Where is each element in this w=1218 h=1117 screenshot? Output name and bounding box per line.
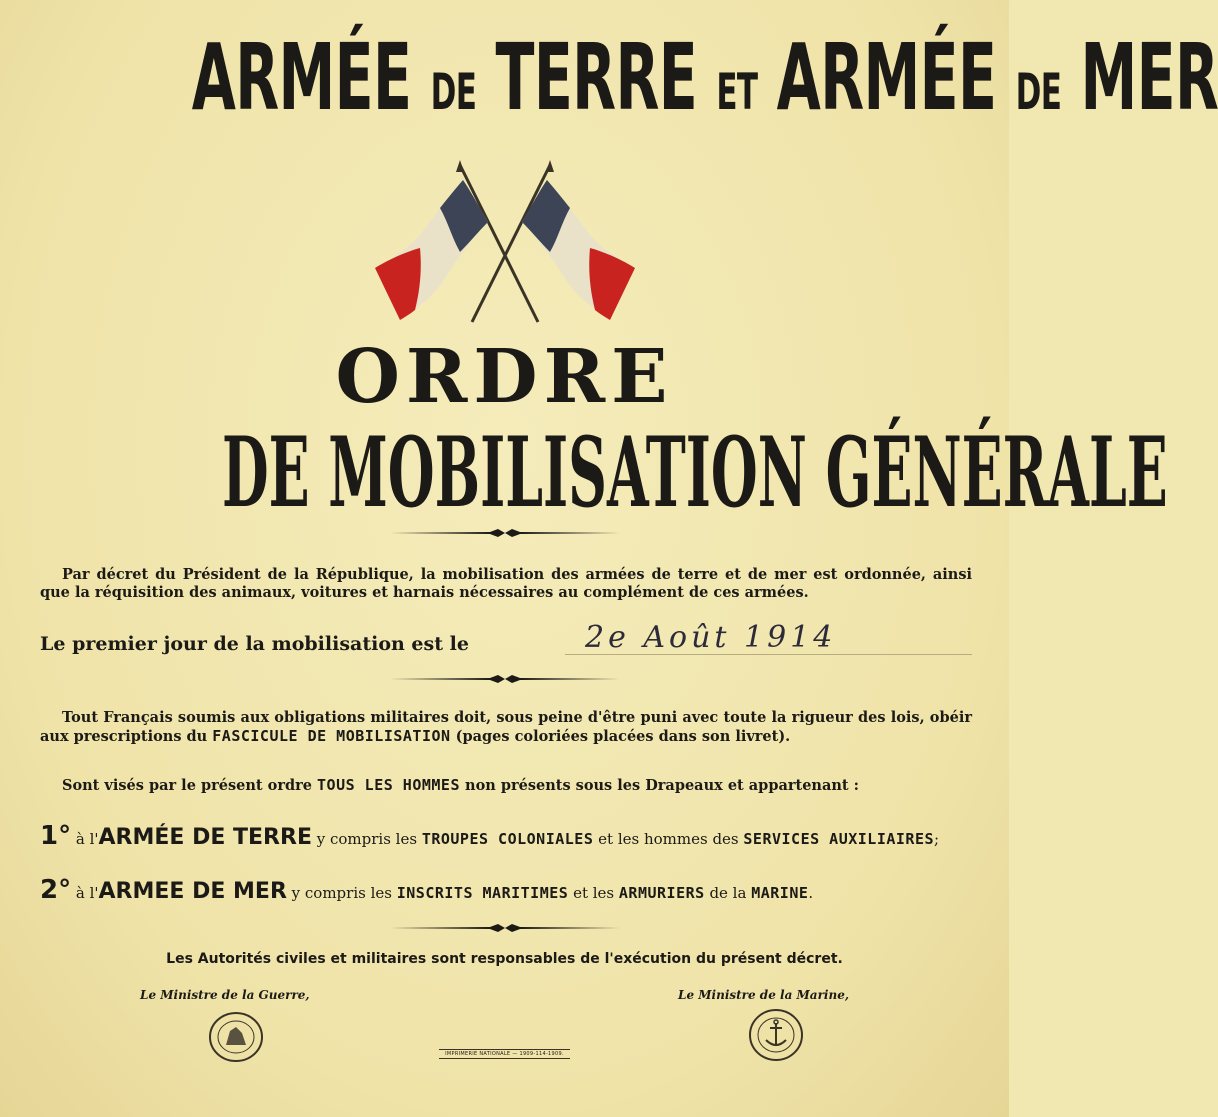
header-word-de-2: DE [1015, 63, 1062, 121]
obligation-paragraph [40, 709, 972, 746]
item2-number: 2° [40, 875, 72, 905]
concerned-paragraph [40, 776, 972, 795]
concerned-emphasis: TOUS LES HOMMES [317, 776, 460, 794]
ornamental-divider [0, 528, 1009, 538]
item2-text-mid2: et les [568, 884, 619, 902]
item1-emphasis-2: SERVICES AUXILIAIRES [743, 830, 935, 848]
concerned-text: Sont visés par le présent ordre [62, 777, 318, 794]
header-word-et: ET [716, 63, 758, 121]
crossed-french-flags-icon [360, 160, 650, 330]
obligation-text: Tout Français soumis aux obligations militaires doit, sous peine d'être puni avec toute la rigueur des lois, obéir aux prescriptions du [40, 709, 972, 745]
headline-mobilisation: DE MOBILISATION GÉNÉRALE [221, 416, 1168, 529]
header-word-armee-1: ARMÉE [191, 24, 412, 131]
poster-header [191, 24, 1218, 131]
minister-war-signature: Le Ministre de la Guerre, [140, 988, 310, 1002]
header-word-terre: TERRE [495, 24, 698, 131]
item-armee-de-mer [40, 875, 972, 905]
first-day-label: Le premier jour de la mobilisation est le [40, 633, 469, 655]
item-armee-de-terre [40, 821, 972, 851]
item1-emphasis-1: TROUPES COLONIALES [421, 830, 594, 848]
item2-branch: ARMEE DE MER [98, 879, 287, 904]
header-word-mer: MER [1080, 24, 1218, 131]
item1-text-mid: y compris les [311, 830, 422, 848]
item2-text-mid: y compris les [286, 884, 397, 902]
minister-navy-signature: Le Ministre de la Marine, [678, 988, 849, 1002]
item1-text: à l' [71, 830, 99, 848]
item1-text-mid2: et les hommes des [593, 830, 744, 848]
item2-emphasis-1: INSCRITS MARITIMES [396, 884, 569, 902]
header-word-armee-2: ARMÉE [776, 24, 997, 131]
item1-number: 1° [40, 821, 72, 851]
printer-imprint-text: IMPRIMERIE NATIONALE — 1909-114-1909. [439, 1049, 570, 1059]
concerned-text-end: non présents sous les Drapeaux et appartenant : [459, 777, 859, 794]
item1-branch: ARMÉE DE TERRE [98, 825, 312, 850]
header-word-de-1: DE [430, 63, 477, 121]
authorities-statement: Les Autorités civiles et militaires sont responsables de l'exécution du présent décret. [166, 951, 843, 967]
ornamental-divider [0, 674, 1009, 684]
item2-emphasis-2: ARMURIERS [618, 884, 705, 902]
item1-end: ; [934, 830, 940, 848]
obligation-emphasis: FASCICULE DE MOBILISATION [212, 727, 451, 745]
item2-text-mid3: de la [704, 884, 752, 902]
headline-ordre: ORDRE [335, 334, 674, 420]
item2-end: . [808, 884, 814, 902]
decree-paragraph: Par décret du Président de la République, la mobilisation des armées de terre et de mer est ordonnée, ainsi que la réquisition des animaux, voitures et harnais nécessaires au complément de ces armées. [40, 566, 972, 601]
ornamental-divider [0, 923, 1009, 933]
obligation-text-end: (pages coloriées placées dans son livret). [450, 728, 791, 745]
printer-imprint [0, 1051, 1009, 1057]
handwritten-date: 2e Août 1914 [585, 620, 837, 655]
item2-emphasis-3: MARINE [751, 884, 809, 902]
item2-text: à l' [71, 884, 99, 902]
